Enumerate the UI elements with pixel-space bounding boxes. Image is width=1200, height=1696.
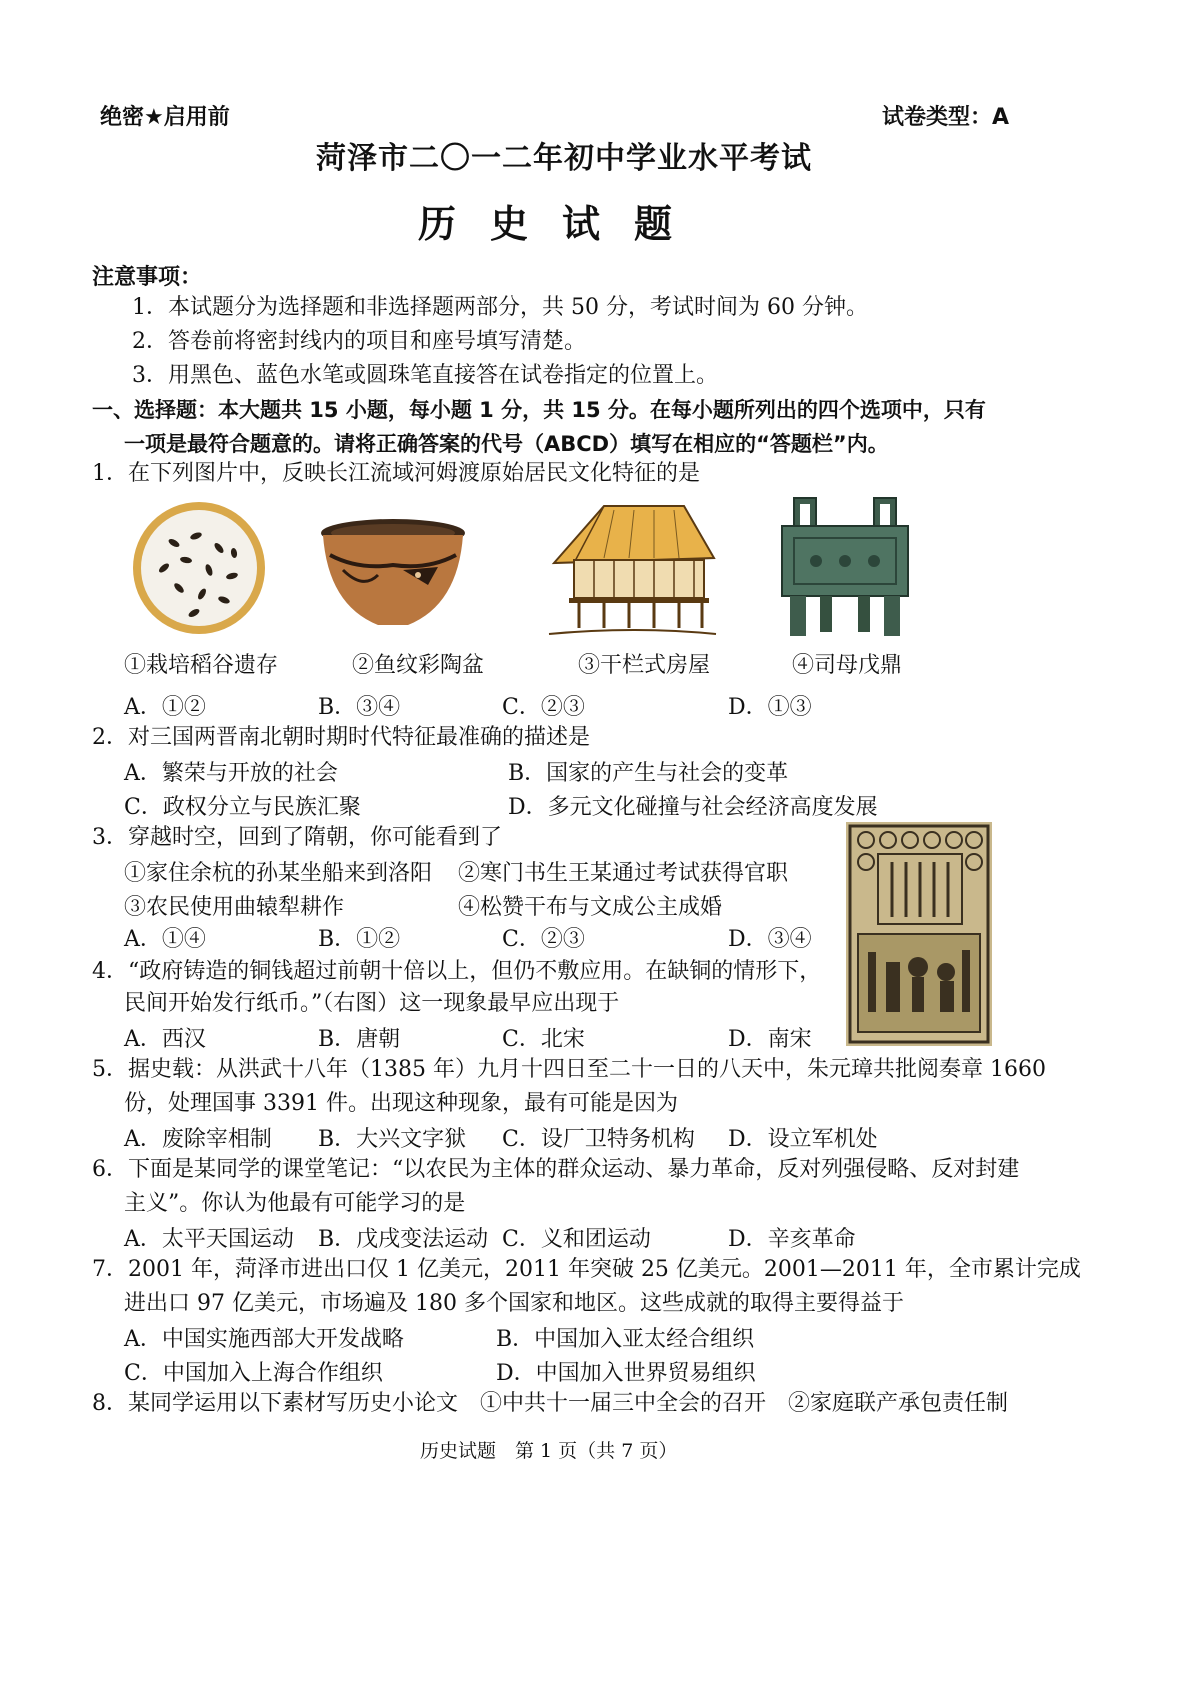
option-d: D．辛亥革命 xyxy=(728,1227,856,1252)
paper-type-label: 试卷类型：A xyxy=(882,105,1010,130)
image-caption-1: ①栽培稻谷遗存 xyxy=(124,653,279,678)
option-a: A．西汉 xyxy=(124,1027,206,1052)
option-c: C．北宋 xyxy=(502,1027,585,1052)
image-caption-4: ④司母戊鼎 xyxy=(792,653,903,678)
option-b: B．大兴文字狱 xyxy=(318,1127,467,1152)
option-d: D．①③ xyxy=(728,695,812,720)
option-d: D．设立军机处 xyxy=(728,1127,878,1152)
option-a: A．①④ xyxy=(124,927,206,952)
option-c: C．②③ xyxy=(502,927,585,952)
statement-3: ③农民使用曲辕犁耕作 xyxy=(124,895,345,920)
jiaozi-paper-money-image xyxy=(846,822,992,1046)
option-b: B．国家的产生与社会的变革 xyxy=(508,761,789,786)
option-a: A．①② xyxy=(124,695,206,720)
question-6-stem-cont: 主义”。你认为他最有可能学习的是 xyxy=(124,1191,466,1216)
statement-1: ①家住余杭的孙某坐船来到洛阳 xyxy=(124,861,433,886)
page-subtitle: 历史试题 xyxy=(418,202,707,246)
option-c: C．中国加入上海合作组织 xyxy=(124,1361,383,1386)
option-a: A．太平天国运动 xyxy=(124,1227,294,1252)
statement-2: ②寒门书生王某通过考试获得官职 xyxy=(458,861,789,886)
simuwu-ding-image xyxy=(776,496,914,640)
statement-4: ④松赞干布与文成公主成婚 xyxy=(458,895,723,920)
rice-grains-image xyxy=(124,498,274,638)
question-4-stem-cont: 民间开始发行纸币。”（右图）这一现象最早应出现于 xyxy=(124,991,620,1016)
question-8-stem: 8．某同学运用以下素材写历史小论文 ①中共十一届三中全会的召开 ②家庭联产承包责任制 xyxy=(92,1391,1009,1416)
option-b: B．唐朝 xyxy=(318,1027,401,1052)
fish-pottery-image xyxy=(318,515,468,635)
notes-heading: 注意事项： xyxy=(92,265,203,290)
section-heading-cont: 一项是最符合题意的。请将正确答案的代号（ABCD）填写在相应的“答题栏”内。 xyxy=(124,432,889,456)
option-a: A．废除宰相制 xyxy=(124,1127,272,1152)
option-d: D．南宋 xyxy=(728,1027,812,1052)
note-item: 1．本试题分为选择题和非选择题两部分，共 50 分，考试时间为 60 分钟。 xyxy=(132,295,868,320)
option-d: D．③④ xyxy=(728,927,812,952)
option-c: C．义和团运动 xyxy=(502,1227,651,1252)
question-4-stem: 4．“政府铸造的铜钱超过前朝十倍以上，但仍不敷应用。在缺铜的情形下， xyxy=(92,959,822,984)
stilt-house-image xyxy=(544,498,720,638)
question-7-stem: 7．2001 年，菏泽市进出口仅 1 亿美元，2011 年突破 25 亿美元。2001—2011 年，全市累计完成 xyxy=(92,1257,1081,1282)
image-caption-3: ③干栏式房屋 xyxy=(578,653,711,678)
section-heading: 一、选择题：本大题共 15 小题，每小题 1 分，共 15 分。在每小题所列出的四个选项中，只有 xyxy=(92,398,986,422)
image-caption-2: ②鱼纹彩陶盆 xyxy=(352,653,485,678)
option-b: B．③④ xyxy=(318,695,401,720)
question-3-stem: 3．穿越时空，回到了隋朝，你可能看到了 xyxy=(92,825,502,850)
option-c: C．政权分立与民族汇聚 xyxy=(124,795,361,820)
option-a: A．中国实施西部大开发战略 xyxy=(124,1327,404,1352)
question-1-stem: 1．在下列图片中，反映长江流域河姆渡原始居民文化特征的是 xyxy=(92,461,700,486)
question-5-stem-cont: 份，处理国事 3391 件。出现这种现象，最有可能是因为 xyxy=(124,1091,678,1116)
question-7-stem-cont: 进出口 97 亿美元，市场遍及 180 多个国家和地区。这些成就的取得主要得益于 xyxy=(124,1291,904,1316)
option-b: B．戊戌变法运动 xyxy=(318,1227,489,1252)
question-2-stem: 2．对三国两晋南北朝时期时代特征最准确的描述是 xyxy=(92,725,590,750)
option-c: C．②③ xyxy=(502,695,585,720)
question-5-stem: 5．据史载：从洪武十八年（1385 年）九月十四日至二十一日的八天中，朱元璋共批阅奏章 1660 xyxy=(92,1057,1046,1082)
note-item: 3．用黑色、蓝色水笔或圆珠笔直接答在试卷指定的位置上。 xyxy=(132,363,718,388)
page-title: 菏泽市二〇一二年初中学业水平考试 xyxy=(316,141,812,176)
confidential-label: 绝密★启用前 xyxy=(100,105,230,130)
option-d: D．多元文化碰撞与社会经济高度发展 xyxy=(508,795,878,820)
note-item: 2．答卷前将密封线内的项目和座号填写清楚。 xyxy=(132,329,586,354)
option-b: B．①② xyxy=(318,927,401,952)
option-a: A．繁荣与开放的社会 xyxy=(124,761,338,786)
option-b: B．中国加入亚太经合组织 xyxy=(496,1327,755,1352)
question-6-stem: 6．下面是某同学的课堂笔记：“以农民为主体的群众运动、暴力革命，反对列强侵略、反对封建 xyxy=(92,1157,1020,1182)
page-footer: 历史试题 第 1 页（共 7 页） xyxy=(420,1440,678,1462)
option-d: D．中国加入世界贸易组织 xyxy=(496,1361,756,1386)
option-c: C．设厂卫特务机构 xyxy=(502,1127,695,1152)
